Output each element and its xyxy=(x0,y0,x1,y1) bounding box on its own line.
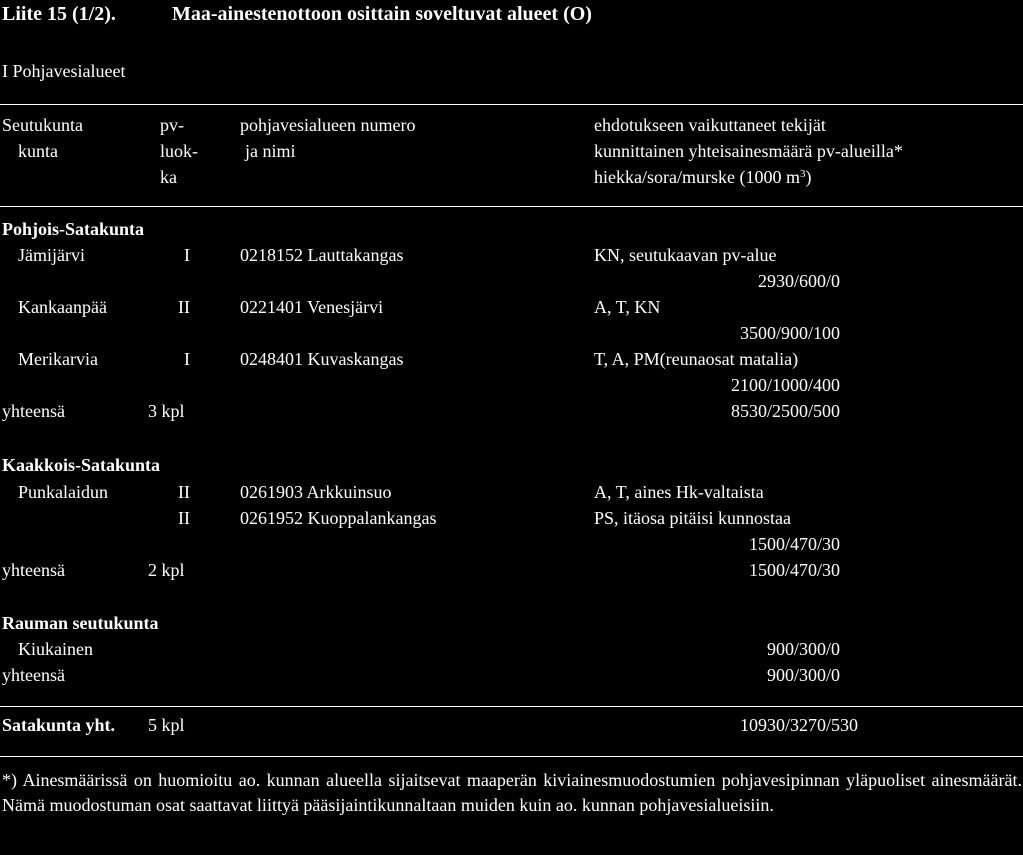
col-area-header-2: ja nimi xyxy=(245,141,296,161)
kunta-cell: Punkalaidun xyxy=(18,482,108,502)
region-heading: Rauman seutukunta xyxy=(2,613,159,633)
grand-total-count: 5 kpl xyxy=(148,715,185,735)
col-kunta-header: kunta xyxy=(18,141,58,161)
region-heading: Kaakkois-Satakunta xyxy=(2,455,161,475)
total-label: yhteensä xyxy=(2,401,65,421)
header-top-rule xyxy=(0,104,1023,105)
kunta-cell: Kiukainen xyxy=(18,639,93,659)
total-label: yhteensä xyxy=(2,665,65,685)
factors-cell: A, T, KN xyxy=(594,297,661,317)
grand-total-label: Satakunta yht. xyxy=(2,715,116,735)
col-factors-header-2: kunnittainen yhteisainesmäärä pv-alueilla* xyxy=(594,141,903,161)
kunta-cell: Jämijärvi xyxy=(18,245,85,265)
amount-cell: 900/300/0 xyxy=(766,639,840,659)
class-cell: II xyxy=(178,297,190,317)
col-area-header-1: pohjavesialueen numero xyxy=(240,115,416,135)
total-amount: 900/300/0 xyxy=(766,665,840,685)
area-cell: 0248401 Kuvaskangas xyxy=(240,349,404,369)
col-class-header-2: luok- xyxy=(160,141,198,161)
col-seutukunta-header: Seutukunta xyxy=(2,115,83,135)
col-class-header-1: pv- xyxy=(160,115,184,135)
grand-total-amount: 10930/3270/530 xyxy=(739,715,858,735)
class-cell: II xyxy=(178,508,190,528)
amount-cell: 2100/1000/400 xyxy=(730,375,840,395)
col-factors-header-1: ehdotukseen vaikuttaneet tekijät xyxy=(594,115,826,135)
kunta-cell: Merikarvia xyxy=(18,349,98,369)
grand-total-bottom-rule xyxy=(0,756,1023,757)
col-factors-header-3: hiekka/sora/murske (1000 $m^3$) xyxy=(594,167,812,187)
total-label: yhteensä xyxy=(2,560,65,580)
footnote: *) Ainesmäärissä on huomioitu ao. kunnan alueella sijaitsevat maaperän kiviainesmuodostumien pohjavesipinnan yläpuoliset ainesmäärät. Nämä muodostuman osat saattavat liittyä pääsijaintikunnaltaan muiden kuin ao. kunnan pohjavesialueisiin. xyxy=(2,770,1022,815)
factors-cell: KN, seutukaavan pv-alue xyxy=(594,245,777,265)
factors-cell: A, T, aines Hk-valtaista xyxy=(594,482,764,502)
area-cell: 0261903 Arkkuinsuo xyxy=(240,482,392,502)
amount-cell: 3500/900/100 xyxy=(739,323,840,343)
total-count: 2 kpl xyxy=(148,560,185,580)
area-cell: 0218152 Lauttakangas xyxy=(240,245,404,265)
total-count: 3 kpl xyxy=(148,401,185,421)
class-cell: I xyxy=(184,245,190,265)
page-title: Maa-ainestenottoon osittain soveltuvat alueet (O) xyxy=(172,3,592,25)
header-bottom-rule xyxy=(0,206,1023,207)
factors-cell: T, A, PM(reunaosat matalia) xyxy=(594,349,799,369)
area-cell: 0221401 Venesjärvi xyxy=(240,297,384,317)
region-heading: Pohjois-Satakunta xyxy=(2,219,145,239)
class-cell: II xyxy=(178,482,190,502)
factors-cell: PS, itäosa pitäisi kunnostaa xyxy=(594,508,791,528)
total-amount: 8530/2500/500 xyxy=(730,401,840,421)
area-cell: 0261952 Kuoppalankangas xyxy=(240,508,437,528)
kunta-cell: Kankaanpää xyxy=(18,297,107,317)
amount-cell: 2930/600/0 xyxy=(757,271,840,291)
section-heading: I Pohjavesialueet xyxy=(2,61,126,81)
class-cell: I xyxy=(184,349,190,369)
total-amount: 1500/470/30 xyxy=(748,560,840,580)
amount-cell: 1500/470/30 xyxy=(748,534,840,554)
appendix-label: Liite 15 (1/2). xyxy=(2,3,116,25)
col-class-header-3: ka xyxy=(160,167,177,187)
grand-total-top-rule xyxy=(0,706,1023,707)
